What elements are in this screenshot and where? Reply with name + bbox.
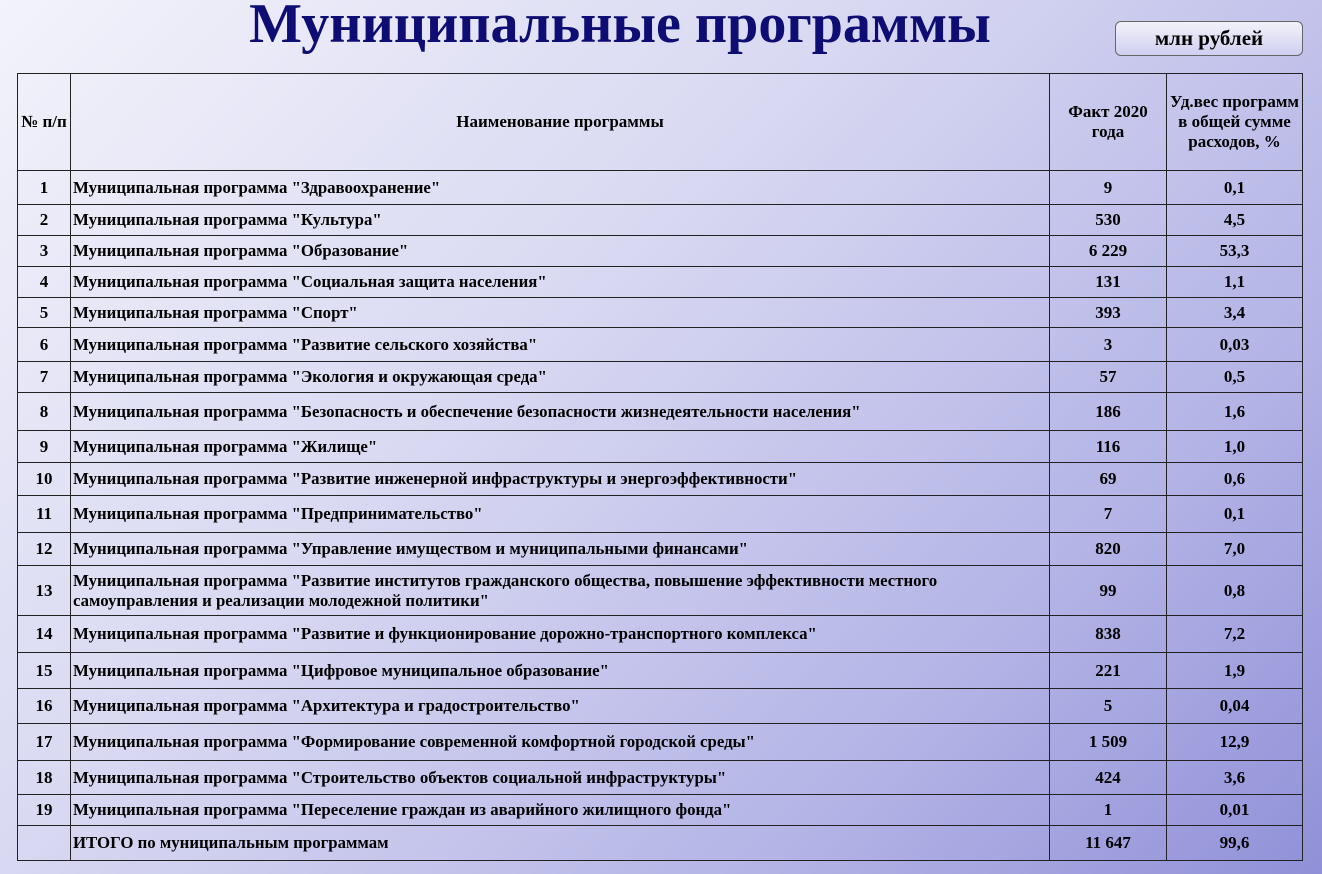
header-share: Уд.вес программ в общей сумме расходов, %	[1167, 74, 1303, 171]
cell-name: Муниципальная программа "Архитектура и градостроительство"	[71, 689, 1050, 724]
cell-fact: 9	[1050, 171, 1167, 205]
cell-fact: 57	[1050, 362, 1167, 393]
cell-num: 12	[18, 533, 71, 566]
cell-num: 15	[18, 653, 71, 689]
cell-num: 4	[18, 267, 71, 298]
cell-num: 2	[18, 205, 71, 236]
cell-share: 3,4	[1167, 298, 1303, 328]
cell-fact: 5	[1050, 689, 1167, 724]
programs-table	[17, 73, 1303, 861]
cell-name: Муниципальная программа "Экология и окружающая среда"	[71, 362, 1050, 393]
cell-share: 12,9	[1167, 724, 1303, 761]
cell-num: 10	[18, 463, 71, 496]
cell-num: 5	[18, 298, 71, 328]
total-share: 99,6	[1167, 826, 1303, 861]
table-row	[18, 328, 1303, 362]
cell-num: 1	[18, 171, 71, 205]
cell-fact: 530	[1050, 205, 1167, 236]
table-row	[18, 724, 1303, 761]
cell-name: Муниципальная программа "Развитие сельского хозяйства"	[71, 328, 1050, 362]
cell-name: Муниципальная программа "Переселение граждан из аварийного жилищного фонда"	[71, 795, 1050, 826]
cell-num: 11	[18, 496, 71, 533]
cell-num: 14	[18, 616, 71, 653]
cell-fact: 838	[1050, 616, 1167, 653]
cell-fact: 69	[1050, 463, 1167, 496]
table-row	[18, 533, 1303, 566]
cell-share: 0,1	[1167, 171, 1303, 205]
table-row	[18, 393, 1303, 431]
cell-fact: 820	[1050, 533, 1167, 566]
cell-name: Муниципальная программа "Здравоохранение"	[71, 171, 1050, 205]
cell-share: 0,6	[1167, 463, 1303, 496]
cell-fact: 393	[1050, 298, 1167, 328]
total-row	[18, 826, 1303, 861]
cell-fact: 1	[1050, 795, 1167, 826]
cell-num: 13	[18, 566, 71, 616]
cell-share: 3,6	[1167, 761, 1303, 795]
header-num: № п/п	[18, 74, 71, 171]
cell-num: 3	[18, 236, 71, 267]
cell-share: 0,01	[1167, 795, 1303, 826]
cell-num: 16	[18, 689, 71, 724]
cell-fact: 221	[1050, 653, 1167, 689]
cell-share: 1,1	[1167, 267, 1303, 298]
header-fact: Факт 2020 года	[1050, 74, 1167, 171]
cell-fact: 116	[1050, 431, 1167, 463]
table-row	[18, 267, 1303, 298]
cell-share: 1,9	[1167, 653, 1303, 689]
table-row	[18, 205, 1303, 236]
cell-share: 0,04	[1167, 689, 1303, 724]
cell-num: 17	[18, 724, 71, 761]
cell-name: Муниципальная программа "Развитие инженерной инфраструктуры и энергоэффективности"	[71, 463, 1050, 496]
cell-name: Муниципальная программа "Управление имуществом и муниципальными финансами"	[71, 533, 1050, 566]
cell-share: 0,8	[1167, 566, 1303, 616]
table-row	[18, 431, 1303, 463]
table-row	[18, 653, 1303, 689]
cell-share: 0,03	[1167, 328, 1303, 362]
cell-share: 1,6	[1167, 393, 1303, 431]
cell-fact: 131	[1050, 267, 1167, 298]
cell-share: 53,3	[1167, 236, 1303, 267]
cell-num: 19	[18, 795, 71, 826]
cell-name: Муниципальная программа "Культура"	[71, 205, 1050, 236]
cell-name: Муниципальная программа "Спорт"	[71, 298, 1050, 328]
cell-share: 4,5	[1167, 205, 1303, 236]
cell-fact: 99	[1050, 566, 1167, 616]
table-row	[18, 761, 1303, 795]
cell-fact: 424	[1050, 761, 1167, 795]
page-title: Муниципальные программы	[249, 0, 991, 55]
cell-num: 7	[18, 362, 71, 393]
cell-name: Муниципальная программа "Развитие институтов гражданского общества, повышение эффективности местного самоуправления и реализации молодежной политики"	[71, 566, 1050, 616]
cell-name: Муниципальная программа "Социальная защита населения"	[71, 267, 1050, 298]
unit-label: млн рублей	[1115, 21, 1303, 56]
cell-fact: 7	[1050, 496, 1167, 533]
cell-fact: 6 229	[1050, 236, 1167, 267]
table-row	[18, 236, 1303, 267]
cell-name: Муниципальная программа "Предпринимательство"	[71, 496, 1050, 533]
cell-share: 7,2	[1167, 616, 1303, 653]
cell-name: Муниципальная программа "Развитие и функционирование дорожно-транспортного комплекса"	[71, 616, 1050, 653]
table-row	[18, 171, 1303, 205]
cell-name: Муниципальная программа "Безопасность и обеспечение безопасности жизнедеятельности населения"	[71, 393, 1050, 431]
table-row	[18, 298, 1303, 328]
cell-share: 7,0	[1167, 533, 1303, 566]
table-row	[18, 689, 1303, 724]
cell-name: Муниципальная программа "Формирование современной комфортной городской среды"	[71, 724, 1050, 761]
total-num	[18, 826, 71, 861]
table-row	[18, 362, 1303, 393]
cell-share: 1,0	[1167, 431, 1303, 463]
cell-fact: 186	[1050, 393, 1167, 431]
cell-name: Муниципальная программа "Строительство объектов социальной инфраструктуры"	[71, 761, 1050, 795]
total-fact: 11 647	[1050, 826, 1167, 861]
cell-name: Муниципальная программа "Цифровое муниципальное образование"	[71, 653, 1050, 689]
cell-num: 18	[18, 761, 71, 795]
cell-share: 0,1	[1167, 496, 1303, 533]
cell-name: Муниципальная программа "Жилище"	[71, 431, 1050, 463]
cell-num: 9	[18, 431, 71, 463]
cell-num: 8	[18, 393, 71, 431]
cell-name: Муниципальная программа "Образование"	[71, 236, 1050, 267]
cell-fact: 1 509	[1050, 724, 1167, 761]
table-row	[18, 795, 1303, 826]
total-name: ИТОГО по муниципальным программам	[71, 826, 1050, 861]
header-name: Наименование программы	[71, 74, 1050, 171]
table-row	[18, 496, 1303, 533]
table-row	[18, 616, 1303, 653]
table-header-row	[18, 74, 1303, 171]
cell-fact: 3	[1050, 328, 1167, 362]
table-row	[18, 463, 1303, 496]
cell-num: 6	[18, 328, 71, 362]
table-row	[18, 566, 1303, 616]
cell-share: 0,5	[1167, 362, 1303, 393]
